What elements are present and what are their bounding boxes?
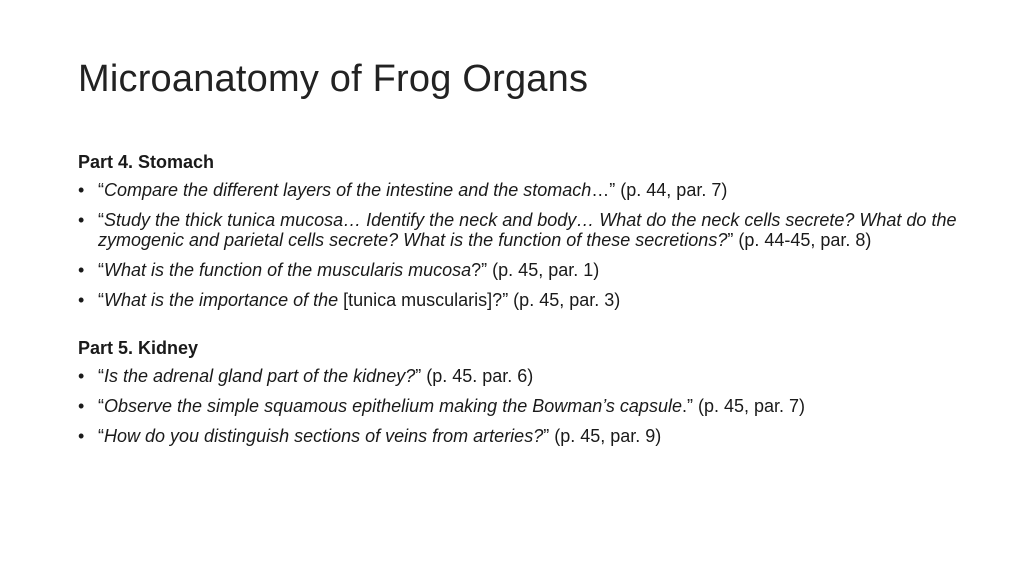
section-heading: Part 4. Stomach bbox=[78, 152, 215, 172]
citation-text: ” (p. 45. par. 6) bbox=[415, 366, 534, 386]
quote-open: “ bbox=[98, 180, 104, 200]
quote-open: “ bbox=[98, 260, 104, 280]
slide-body bbox=[78, 152, 958, 446]
section-heading: Part 5. Kidney bbox=[78, 338, 199, 358]
bullet-icon: • bbox=[78, 426, 85, 446]
citation-text: [tunica muscularis]?” (p. 45, par. 3) bbox=[338, 290, 621, 310]
citation-text: .” (p. 45, par. 7) bbox=[681, 396, 806, 416]
list-item bbox=[78, 210, 958, 250]
bullet-icon: • bbox=[78, 180, 85, 200]
citation-text: ” (p. 45, par. 9) bbox=[543, 426, 662, 446]
bullet-icon: • bbox=[78, 210, 85, 230]
question-text: What is the function of the muscularis mucosa bbox=[104, 260, 472, 280]
quote-open: “ bbox=[98, 210, 104, 230]
bullet-icon: • bbox=[78, 366, 85, 386]
question-text: How do you distinguish sections of veins from arteries? bbox=[104, 426, 544, 446]
quote-open: “ bbox=[98, 366, 104, 386]
quote-open: “ bbox=[98, 290, 104, 310]
quote-open: “ bbox=[98, 426, 104, 446]
bullet-icon: • bbox=[78, 260, 85, 280]
question-text: Study the thick tunica mucosa… Identify the neck and body… What do the neck cells secrete? What do the zymogenic and parietal cells secrete? What is the function of these secretions? bbox=[98, 210, 957, 250]
list-item bbox=[78, 260, 958, 280]
list-item bbox=[78, 290, 958, 310]
section-stomach bbox=[78, 152, 958, 310]
list-item bbox=[78, 426, 958, 446]
citation-text: ?” (p. 45, par. 1) bbox=[471, 260, 600, 280]
citation-text: …” (p. 44, par. 7) bbox=[591, 180, 728, 200]
question-text: Compare the different layers of the intestine and the stomach bbox=[104, 180, 592, 200]
citation-text: ” (p. 44-45, par. 8) bbox=[727, 230, 872, 250]
bullet-icon: • bbox=[78, 290, 85, 310]
bullet-list bbox=[78, 366, 958, 446]
list-item bbox=[78, 180, 958, 200]
bullet-list bbox=[78, 180, 958, 310]
list-item bbox=[78, 366, 958, 386]
bullet-icon: • bbox=[78, 396, 85, 416]
question-text: Observe the simple squamous epithelium making the Bowman’s capsule bbox=[104, 396, 682, 416]
slide-title: Microanatomy of Frog Organs bbox=[78, 58, 589, 100]
quote-open: “ bbox=[98, 396, 104, 416]
list-item bbox=[78, 396, 958, 416]
section-kidney bbox=[78, 338, 958, 446]
question-text: What is the importance of the bbox=[104, 290, 339, 310]
question-text: Is the adrenal gland part of the kidney? bbox=[104, 366, 416, 386]
